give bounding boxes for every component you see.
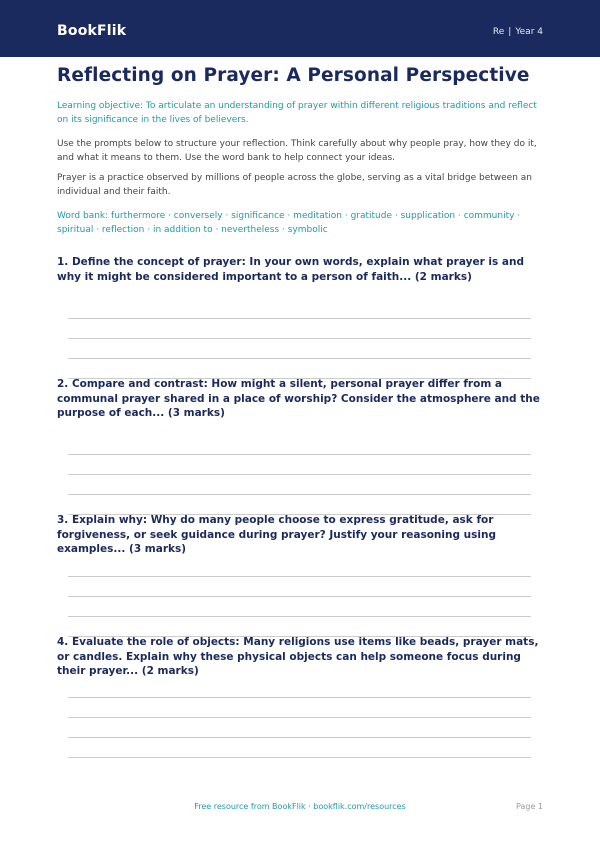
question-4: 4. Evaluate the role of objects: Many religions use items like beads, prayer mats, or candles. Explain why these physical objects can help someone focus during their prayer... (2 marks) <box>57 636 539 677</box>
question-3: 3. Explain why: Why do many people choose to express gratitude, ask for forgiveness, or seek guidance during prayer? Justify your reasoning using examples... (3 marks) <box>57 514 496 555</box>
year-label: Year 4 <box>515 27 543 37</box>
subject-label: Re <box>492 27 505 37</box>
intro-text: Prayer is a practice observed by millions of people across the globe, serving as a vital bridge between an individual and their faith. <box>57 173 532 197</box>
brand-logo-text: BookFlik <box>57 23 127 39</box>
page-title: Reflecting on Prayer: A Personal Perspective <box>57 65 530 86</box>
answer-line[interactable] <box>68 717 531 718</box>
word-bank: Word bank: furthermore · conversely · significance · meditation · gratitude · supplication · community · spiritual · reflection · in addition to · nevertheless · symbolic <box>57 211 521 235</box>
answer-line[interactable] <box>68 757 531 758</box>
answer-line[interactable] <box>68 576 531 577</box>
footer-credit: Free resource from BookFlik · bookflik.com/resources <box>194 802 406 811</box>
separator: | <box>508 27 512 37</box>
answer-line[interactable] <box>68 616 531 617</box>
answer-line[interactable] <box>68 358 531 359</box>
answer-line[interactable] <box>68 494 531 495</box>
answer-line[interactable] <box>68 454 531 455</box>
answer-line[interactable] <box>68 338 531 339</box>
instructions-text: Use the prompts below to structure your reflection. Think carefully about why people pray, how they do it, and what it means to them. Use the word bank to help connect your ideas. <box>57 139 537 163</box>
learning-objective: Learning objective: To articulate an understanding of prayer within different religious traditions and reflect on its significance in the lives of believers. <box>57 101 537 125</box>
question-2: 2. Compare and contrast: How might a silent, personal prayer differ from a communal prayer shared in a place of worship? Consider the atmosphere and the purpose of each... (3 marks) <box>57 378 540 419</box>
answer-line[interactable] <box>68 596 531 597</box>
answer-line[interactable] <box>68 474 531 475</box>
page-number: Page 1 <box>516 802 543 811</box>
subject-year-label <box>493 27 543 37</box>
page-header <box>0 0 600 57</box>
answer-line[interactable] <box>68 318 531 319</box>
answer-line[interactable] <box>68 697 531 698</box>
question-1: 1. Define the concept of prayer: In your own words, explain what prayer is and why it might be considered important to a person of faith... (2 marks) <box>57 256 524 283</box>
page-footer <box>0 802 600 814</box>
answer-line[interactable] <box>68 737 531 738</box>
